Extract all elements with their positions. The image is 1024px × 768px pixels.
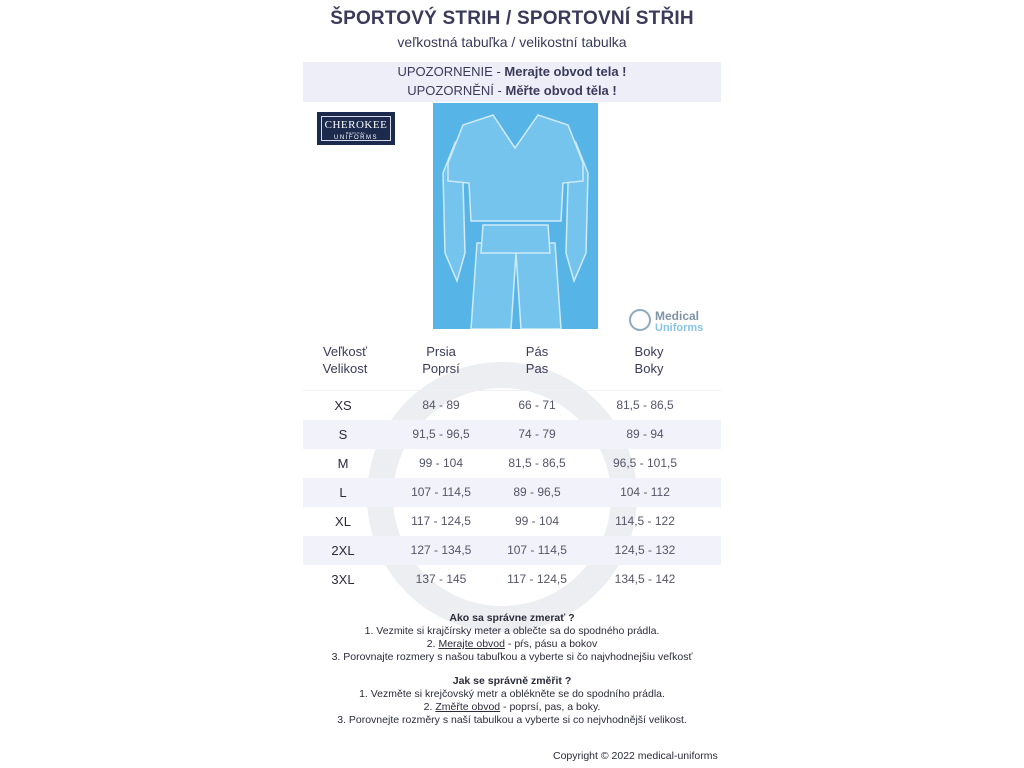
chest-cell: 137 - 145 (415, 572, 467, 586)
scrubs-illustration (433, 103, 598, 329)
size-cell: L (339, 485, 347, 500)
header-hips-sk: Boky (634, 344, 664, 359)
instructions-sk-step1: 1. Vezmite si krajčírsky meter a oblečte sa do spodného prádla. (364, 625, 660, 637)
site-logo-line2: Uniforms (655, 322, 704, 334)
size-cell: 3XL (331, 572, 355, 587)
medical-uniforms-logo (629, 307, 724, 335)
chest-cell: 107 - 114,5 (411, 485, 471, 499)
size-cell: S (338, 427, 348, 442)
waist-cell: 81,5 - 86,5 (508, 456, 566, 470)
header-size-sk: Veľkosť (322, 344, 368, 359)
header-chest-sk: Prsia (426, 344, 456, 359)
hips-cell: 89 - 94 (626, 427, 664, 441)
table-row (303, 449, 721, 478)
header-chest (391, 343, 491, 377)
waist-cell: 74 - 79 (518, 427, 556, 441)
header-hips (599, 343, 699, 377)
site-logo-line1: Medical (655, 309, 700, 323)
hips-cell: 96,5 - 101,5 (612, 456, 678, 470)
chest-cell: 99 - 104 (418, 456, 464, 470)
measure-link-sk: Merajte obvod (438, 638, 505, 650)
cherokee-logo (317, 112, 395, 145)
header-waist (487, 343, 587, 377)
chest-cell: 91,5 - 96,5 (412, 427, 470, 441)
instructions-sk (303, 612, 721, 664)
warning-banner (303, 62, 721, 102)
instructions-sk-heading: Ako sa správne zmerať ? (449, 612, 575, 624)
waist-cell: 107 - 114,5 (507, 543, 567, 557)
cherokee-logo-line2: MEDICAL (345, 131, 367, 135)
warning-cz (303, 81, 721, 100)
page-title: ŠPORTOVÝ STRIH / SPORTOVNÍ STŘIH (330, 8, 694, 29)
instructions-cz-step3: 3. Porovnejte rozměry s naší tabulkou a vyberte si co nejvhodnější velikost. (337, 714, 687, 726)
header-waist-sk: Pás (525, 344, 549, 359)
warning-sk-text: Merajte obvod tela ! (504, 64, 627, 79)
chest-cell: 127 - 134,5 (410, 543, 472, 557)
chest-cell: 117 - 124,5 (411, 514, 471, 528)
waist-cell: 99 - 104 (514, 514, 560, 528)
hips-cell: 124,5 - 132 (614, 543, 676, 557)
warning-sk (303, 62, 721, 81)
cherokee-logo-line1: CHEROKEE (324, 119, 388, 131)
table-row (303, 391, 721, 420)
step-text: - poprsí, pas, a boky. (500, 701, 601, 713)
size-cell: XS (334, 398, 352, 413)
warning-cz-text: Měřte obvod těla ! (505, 83, 617, 98)
table-row (303, 536, 721, 565)
instructions-cz-step1: 1. Vezměte si krejčovský metr a oblékněte se do spodního prádla. (359, 688, 665, 700)
size-cell: 2XL (331, 543, 355, 558)
step-number: 2. (423, 701, 436, 713)
header-hips-cz: Boky (634, 361, 664, 376)
scrubs-figure-icon (433, 103, 598, 329)
instructions-cz-heading: Jak se správně změřit ? (452, 675, 572, 687)
header-waist-cz: Pas (525, 361, 549, 376)
hips-cell: 114,5 - 122 (615, 514, 675, 528)
copyright: Copyright © 2022 medical-uniforms (553, 750, 718, 762)
table-row (303, 507, 721, 536)
size-cell: M (337, 456, 349, 471)
table-row (303, 420, 721, 449)
hips-cell: 134,5 - 142 (614, 572, 676, 586)
table-row (303, 478, 721, 507)
warning-cz-label: UPOZORNĚNÍ - (407, 83, 506, 98)
measure-link-cz: Změřte obvod (435, 701, 501, 713)
step-text: - pŕs, pásu a bokov (505, 638, 598, 650)
waist-cell: 66 - 71 (518, 398, 556, 412)
waist-cell: 89 - 96,5 (513, 485, 561, 499)
header-chest-cz: Poprsí (422, 361, 460, 376)
instructions-cz (303, 675, 721, 727)
step-number: 2. (426, 638, 439, 650)
waist-cell: 117 - 124,5 (507, 572, 567, 586)
chest-cell: 84 - 89 (422, 398, 460, 412)
hips-cell: 81,5 - 86,5 (616, 398, 674, 412)
size-cell: XL (335, 514, 351, 529)
header-size-cz: Velikost (322, 361, 368, 376)
cherokee-logo-line3: UNIFORMS (334, 135, 378, 141)
warning-sk-label: UPOZORNENIE - (397, 64, 505, 79)
instructions-sk-step2 (303, 638, 721, 651)
size-chart-sheet (303, 0, 721, 768)
instructions-sk-step3: 3. Porovnajte rozmery s našou tabuľkou a vyberte si čo najvhodnejšiu veľkosť (331, 651, 693, 663)
instructions-cz-step2 (303, 701, 721, 714)
page-subtitle: veľkostná tabuľka / velikostní tabulka (397, 34, 627, 50)
table-row (303, 565, 721, 594)
house-circle-icon (629, 309, 651, 331)
hips-cell: 104 - 112 (620, 485, 670, 499)
header-size (303, 343, 387, 377)
